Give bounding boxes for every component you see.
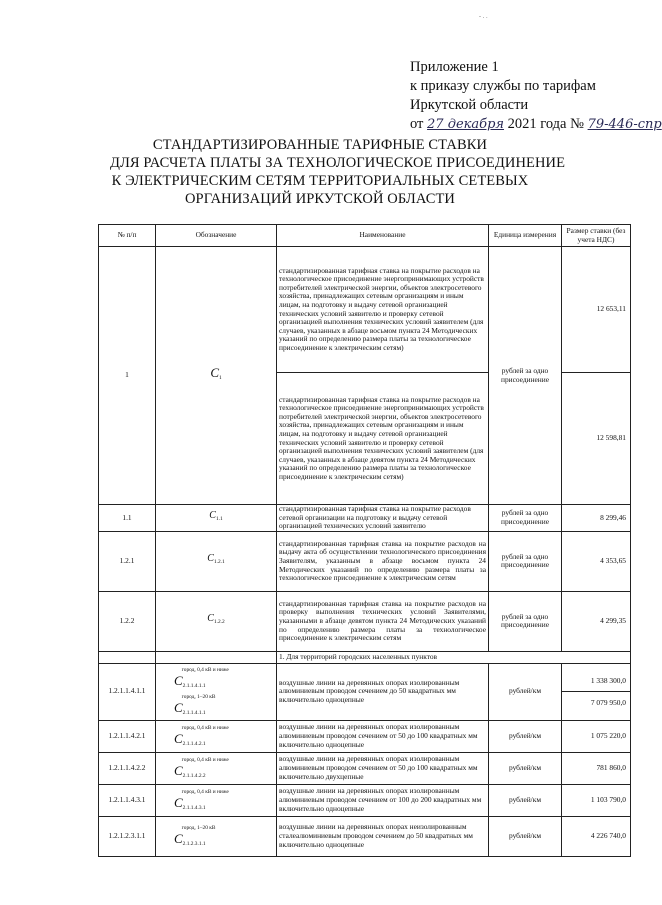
row-e-num: 1.2.1.2.3.1.1 xyxy=(99,816,156,856)
row1-2-1-num: 1.2.1 xyxy=(99,531,156,591)
row1-2-1-name: стандартизированная тарифная ставка на покрытие расходов на выдачу акта об осуществлении технологического присоединения Заявителям, указанным в абзаце восьмом пункта 24 Методических указаний по определению размера платы за технологическое присоединение к электрическим сетям xyxy=(277,531,489,591)
tariff-table xyxy=(98,224,631,857)
row-e-value: 4 226 740,0 xyxy=(562,816,631,856)
row1-1-unit: рублей за одно присоединение xyxy=(489,505,562,532)
row-a-name: воздушные линии на деревянных опорах изолированным алюминиевым проводом сечением до 50 квадратных мм включительно одноцепные xyxy=(277,663,489,720)
row1-1-name: стандартизированная тарифная ставка на покрытие расходов сетевой организации на подготовку и выдачу сетевой организацией технических условий заявителю xyxy=(277,505,489,532)
row-c-value: 781 860,0 xyxy=(562,752,631,784)
table-row xyxy=(99,663,631,720)
row-d-value: 1 103 790,0 xyxy=(562,784,631,816)
section-header: 1. Для территорий городских населенных пунктов xyxy=(277,651,631,663)
appendix-block xyxy=(410,58,662,134)
row-d-unit: рублей/км xyxy=(489,784,562,816)
row1-name-b: стандартизированная тарифная ставка на покрытие расходов на технологическое присоединение энергопринимающих устройств потребителей электрической энергии, объектов электросетевого хозяйства, принадлежащих сетевым организациям и иным лицам, на подготовку и выдачу сетевой организацией технических условий заявителю и проверку сетевой организацией выполнения технических условий заявителем (для случаев, указанных в абзаце девятом пункта 24 Методических указаний по определению размера платы за технологическое присоединение к электрическим сетям) xyxy=(277,373,489,505)
appendix-line-2: к приказу службы по тарифам xyxy=(410,78,596,94)
row1-unit: рублей за одно присоединение xyxy=(489,247,562,505)
table-row xyxy=(99,752,631,784)
row-e-designation: $C^{город, 1-20 кВ}$ $_{2.1.2.3.1.1}$ xyxy=(156,816,277,856)
table-row xyxy=(99,784,631,816)
title-line-2: ДЛЯ РАСЧЕТА ПЛАТЫ ЗА ТЕХНОЛОГИЧЕСКОЕ ПРИСОЕДИНЕНИЕ xyxy=(110,155,566,171)
row-b-designation: $C^{город, 0,4 кВ и ниже}$ $_{2.1.1.4.2.1}$ xyxy=(156,720,277,752)
row1-1-num: 1.1 xyxy=(99,505,156,532)
row-b-unit: рублей/км xyxy=(489,720,562,752)
row1-2-2-num: 1.2.2 xyxy=(99,591,156,651)
row1-2-1-value: 4 353,65 xyxy=(562,531,631,591)
appendix-line-1: Приложение 1 xyxy=(410,59,499,75)
title-line-1: СТАНДАРТИЗИРОВАННЫЕ ТАРИФНЫЕ СТАВКИ xyxy=(152,137,488,153)
row-e-unit: рублей/км xyxy=(489,816,562,856)
header-name: Наименование xyxy=(277,225,489,247)
row-b-name: воздушные линии на деревянных опорах изолированным алюминиевым проводом сечением от 50 до 100 квадратных мм включительно одноцепные xyxy=(277,720,489,752)
row-d-num: 1.2.1.1.4.3.1 xyxy=(99,784,156,816)
table-row xyxy=(99,816,631,856)
row1-1-value: 8 299,46 xyxy=(562,505,631,532)
row-d-designation: $C^{город, 0,4 кВ и ниже}$ $_{2.1.1.4.3.1}$ xyxy=(156,784,277,816)
table-row xyxy=(99,591,631,651)
row-a-value-1: 1 338 300,0 xyxy=(590,676,626,686)
row-a-designation-1: $C^{город, 0,4 кВ и ниже}$ $_{2.1.1.4.1.1}$ xyxy=(174,666,229,689)
row1-num: 1 xyxy=(99,247,156,505)
row1-1-designation: $C_{1.1}$ xyxy=(156,505,277,532)
table-row xyxy=(99,531,631,591)
row-b-value: 1 075 220,0 xyxy=(562,720,631,752)
row-c-name: воздушные линии на деревянных опорах изолированным алюминиевым проводом сечением от 50 до 100 квадратных мм включительно двухцепные xyxy=(277,752,489,784)
row-a-designation xyxy=(156,663,277,720)
appendix-line-3: Иркутской области xyxy=(410,97,529,113)
title-line-3: К ЭЛЕКТРИЧЕСКИМ СЕТЯМ ТЕРРИТОРИАЛЬНЫХ СЕТЕВЫХ xyxy=(111,173,529,189)
row1-2-2-value: 4 299,35 xyxy=(562,591,631,651)
row-d-name: воздушные линии на деревянных опорах изолированным алюминиевым проводом сечением от 100 до 200 квадратных мм включительно одноцепные xyxy=(277,784,489,816)
row1-2-1-unit: рублей за одно присоединение xyxy=(489,531,562,591)
row-e-name: воздушные линии на деревянных опорах неизолированным сталеалюминиевым проводом сечением до 50 квадратных мм включительно одноцепные xyxy=(277,816,489,856)
table-row xyxy=(99,247,631,373)
section-empty-1 xyxy=(99,651,156,663)
row-a-values xyxy=(562,663,631,720)
date-prefix: от xyxy=(410,116,424,132)
header-value: Размер ставки (без учета НДС) xyxy=(562,225,631,247)
row-c-num: 1.2.1.1.4.2.2 xyxy=(99,752,156,784)
row1-2-1-designation: $C_{1.2.1}$ xyxy=(156,531,277,591)
row1-name-a: стандартизированная тарифная ставка на покрытие расходов на технологическое присоединение энергопринимающих устройств потребителей электрической энергии, объектов электросетевого хозяйства, принадлежащих сетевым организациям и иным лицам, на подготовку и выдачу сетевой организацией технических условий заявителю и проверку сетевой организацией выполнения технических условий заявителем (для случаев, указанных в абзаце восьмом пункта 24 Методических указаний по определению размера платы за технологическое присоединение к электрическим сетям) xyxy=(277,247,489,373)
row1-2-2-designation: $C_{1.2.2}$ xyxy=(156,591,277,651)
row1-value-b: 12 598,81 xyxy=(562,373,631,505)
table-header-row xyxy=(99,225,631,247)
row-c-designation: $C^{город, 0,4 кВ и ниже}$ $_{2.1.1.4.2.2}$ xyxy=(156,752,277,784)
handwritten-date: 27 декабря xyxy=(427,117,505,132)
row1-2-2-unit: рублей за одно присоединение xyxy=(489,591,562,651)
title-line-4: ОРГАНИЗАЦИЙ ИРКУТСКОЙ ОБЛАСТИ xyxy=(184,191,456,207)
row-a-value-2: 7 079 950,0 xyxy=(562,691,630,713)
handwritten-number: 79-446-спр xyxy=(587,117,662,132)
header-unit: Единица измерения xyxy=(489,225,562,247)
scan-mark: - . . xyxy=(479,14,488,20)
section-empty-2 xyxy=(156,651,277,663)
row-a-designation-2: $C^{город, 1-20 кВ}$ $_{2.1.1.4.1.1}$ xyxy=(174,693,216,716)
year-text: 2021 года № xyxy=(507,116,584,132)
header-num: № п/п xyxy=(99,225,156,247)
row-b-num: 1.2.1.1.4.2.1 xyxy=(99,720,156,752)
row1-value-a: 12 653,11 xyxy=(562,247,631,373)
appendix-line-4 xyxy=(410,115,662,134)
row-c-unit: рублей/км xyxy=(489,752,562,784)
table-row xyxy=(99,505,631,532)
row-a-num: 1.2.1.1.4.1.1 xyxy=(99,663,156,720)
document-title xyxy=(110,136,566,208)
header-designation: Обозначение xyxy=(156,225,277,247)
row1-designation: $C_1$ xyxy=(156,247,277,505)
table-row xyxy=(99,720,631,752)
section-header-row xyxy=(99,651,631,663)
row-a-unit: рублей/км xyxy=(489,663,562,720)
row1-2-2-name: стандартизированная тарифная ставка на покрытие расходов на проверку выполнения технических условий Заявителями, указанными в абзаце девятом пункта 24 Методических указаний по определению размера платы за технологическое присоединение к электрическим сетям xyxy=(277,591,489,651)
